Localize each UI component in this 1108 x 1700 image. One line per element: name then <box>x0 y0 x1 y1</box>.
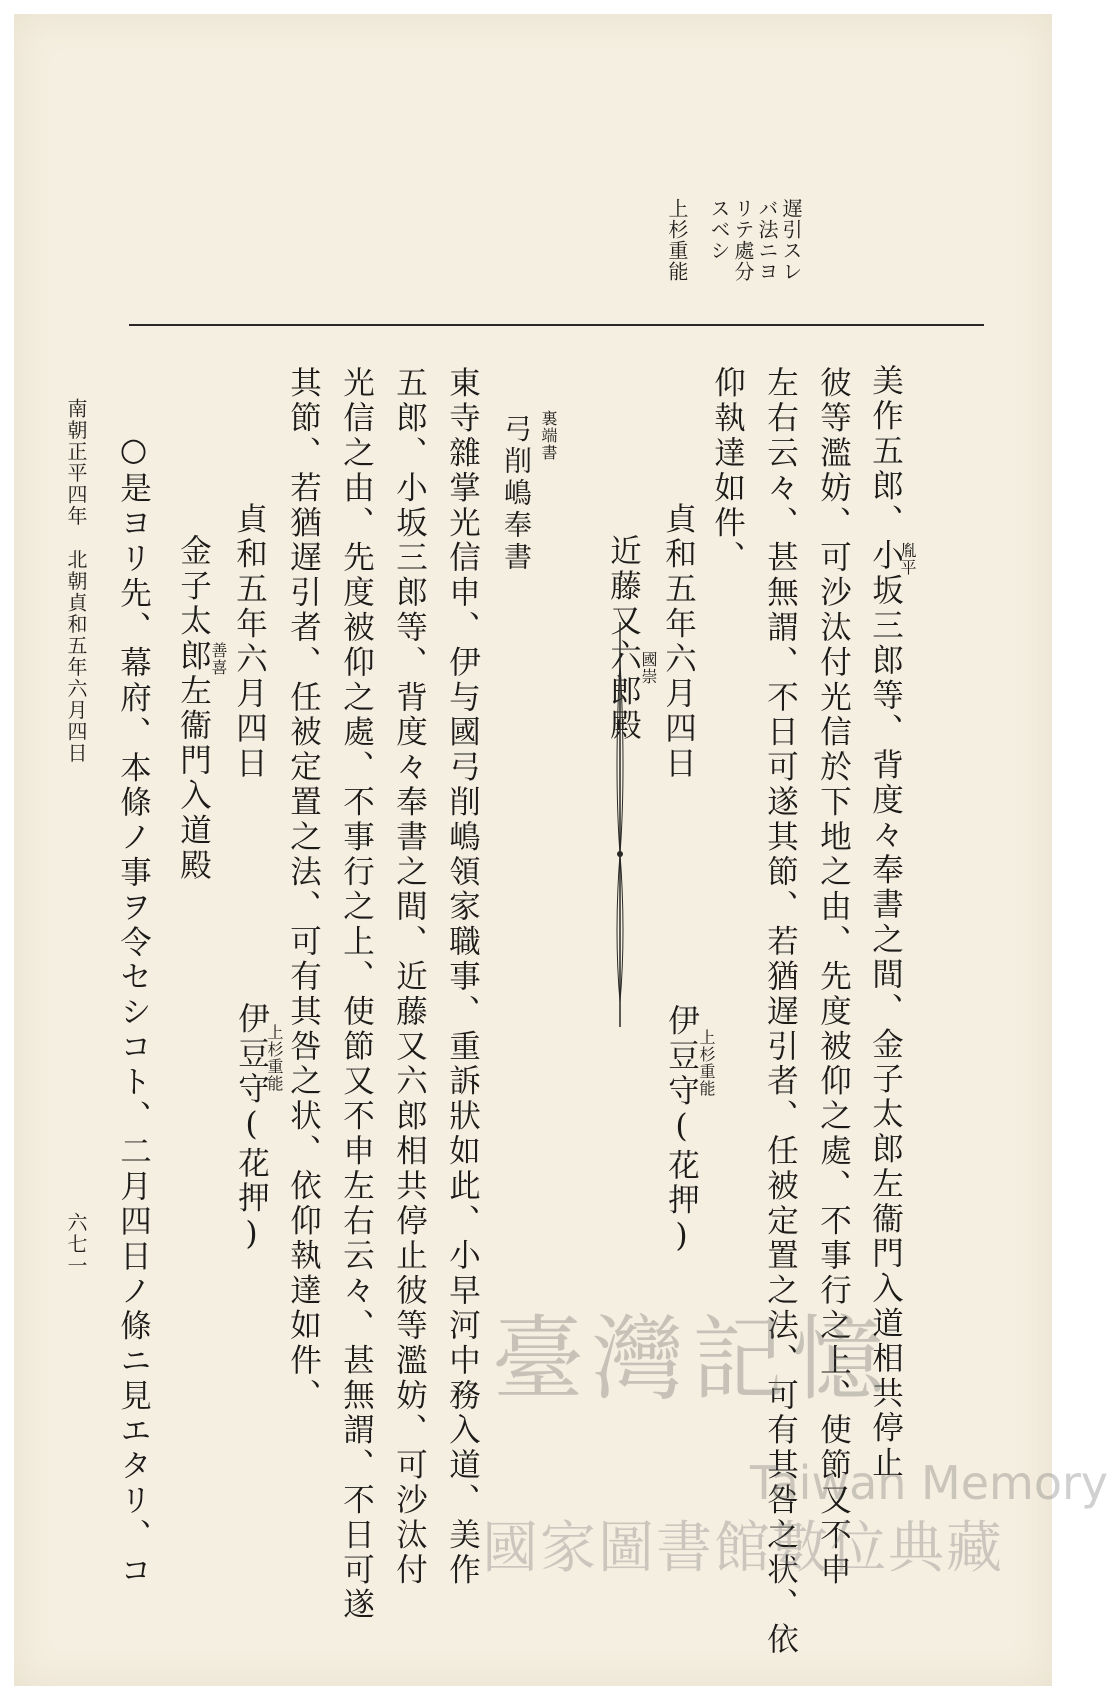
watermark-library: 國家圖書館數位典藏 <box>482 1516 1004 1581</box>
doc2-line-2: 五郎、小坂三郎等、背度々奉書之間、近藤又六郎相共停止彼等濫妨、可沙汰付 <box>391 366 428 1588</box>
running-header-reign: 南朝正平四年 <box>64 398 88 527</box>
doc1-line-1-note: 胤平 <box>898 542 917 576</box>
top-note-line: 遅引スレ <box>779 198 803 282</box>
doc2-endorse-note: 裏端書 <box>539 410 558 461</box>
doc1-sender-note: 上杉重能 <box>697 1029 716 1097</box>
doc2-date: 貞和五年六月四日 <box>231 502 268 782</box>
doc2-sender-note: 上杉重能 <box>265 1024 284 1092</box>
page-number: 六七一 <box>64 1212 88 1277</box>
watermark-english: Taiwan Memory <box>750 1456 1108 1510</box>
running-header-date: 北朝貞和五年六月四日 <box>64 549 88 764</box>
doc2-sender: 伊豆守(花押) <box>233 1002 270 1256</box>
doc2-line-4: 其節、若猶遅引者、任被定置之法、可有其咎之状、依仰執達如件、 <box>285 366 322 1413</box>
top-note-line: スベシ <box>707 198 731 261</box>
doc2-addressee-note: 善喜 <box>209 642 228 676</box>
doc2-addressee: 金子太郎左衞門入道殿 <box>175 534 212 883</box>
doc1-line-1: 美作五郎、小坂三郎等、背度々奉書之間、金子太郎左衞門入道相共停止 <box>867 364 904 1481</box>
narrative-line: ○是ヨリ先、幕府、本條ノ事ヲ令セシコト、二月四日ノ條ニ見エタリ、コ <box>115 432 152 1589</box>
doc2-endorse: 弓削嶋奉書 <box>500 414 533 574</box>
top-note-line: リテ處分 <box>731 198 755 282</box>
doc1-addressee: 近藤又六郎殿 <box>605 534 642 744</box>
doc2-line-1: 東寺雜掌光信申、伊与國弓削嶋領家職事、重訴狀如此、小早河中務入道、美作 <box>444 366 481 1588</box>
doc1-addressee-note: 國崇 <box>639 651 658 685</box>
doc1-line-2: 彼等濫妨、可沙汰付光信於下地之由、先度被仰之處、不事行之上、使節又不申 <box>815 366 852 1588</box>
top-note-name: 上杉重能 <box>665 198 689 282</box>
horizontal-rule <box>129 324 984 326</box>
top-note-line: バ法ニヨ <box>755 198 779 282</box>
watermark-chinese: 臺灣記憶 <box>492 1306 893 1413</box>
doc1-date: 貞和五年六月四日 <box>660 502 697 782</box>
doc1-sender: 伊豆守(花押) <box>663 1004 700 1258</box>
separator-ornament <box>612 622 628 1027</box>
doc1-line-4: 仰執達如件、 <box>709 366 746 576</box>
document-page <box>14 14 1108 1686</box>
doc2-line-3: 光信之由、先度被仰之處、不事行之上、使節又不申左右云々、甚無謂、不日可遂 <box>338 366 375 1623</box>
doc1-line-3: 左右云々、甚無謂、不日可遂其節、若猶遅引者、任被定置之法、可有其咎之状、依 <box>762 366 799 1658</box>
